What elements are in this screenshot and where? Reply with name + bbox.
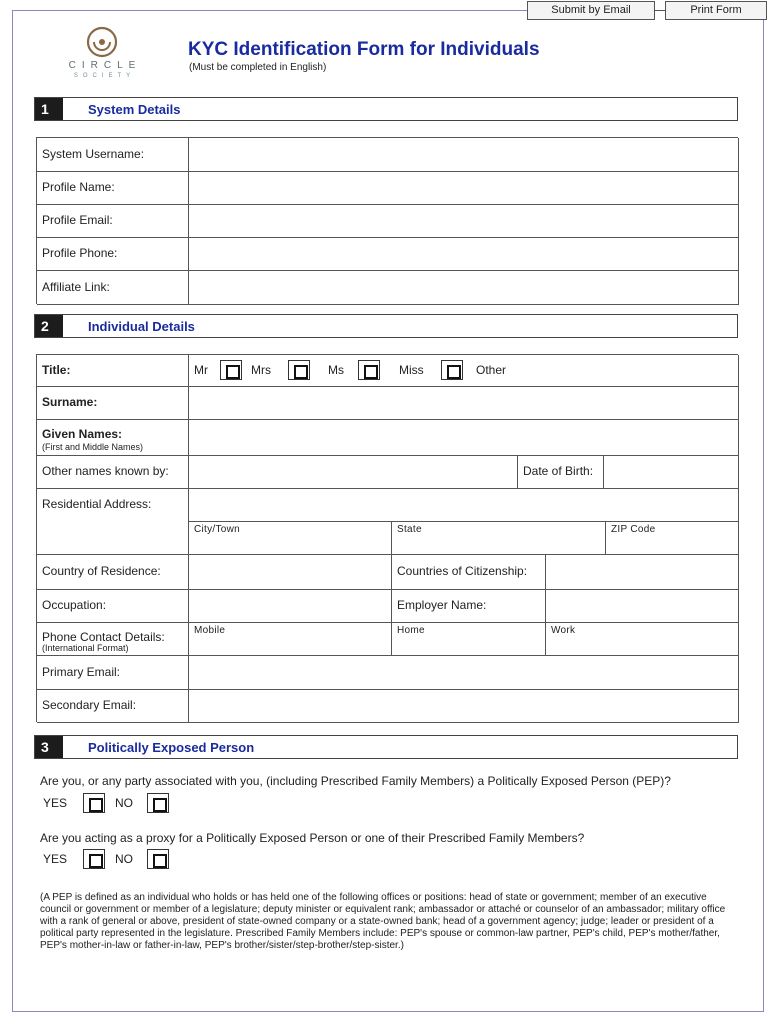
individual-details-table (36, 354, 738, 722)
state-input[interactable] (392, 522, 606, 555)
title-option-mrs: Mrs (251, 363, 271, 377)
pep-no-label: NO (115, 796, 133, 810)
profile-name-label: Profile Name: (42, 180, 115, 194)
profile-email-label: Profile Email: (42, 213, 113, 227)
occupation-input[interactable] (189, 590, 392, 623)
given-names-label: Given Names: (42, 427, 123, 441)
other-names-label: Other names known by: (42, 464, 169, 478)
section-1-header (34, 97, 738, 121)
address-label: Residential Address: (42, 497, 152, 511)
citizenship-input[interactable] (546, 555, 739, 590)
home-label: Home (397, 625, 425, 636)
employer-input[interactable] (546, 590, 739, 623)
phone-label: Phone Contact Details: (42, 630, 165, 644)
section-number: 2 (35, 315, 63, 337)
occupation-label: Occupation: (42, 598, 107, 612)
proxy-yes-checkbox[interactable] (83, 849, 105, 869)
city-input[interactable] (189, 522, 392, 555)
secondary-email-label: Secondary Email: (42, 698, 137, 712)
address-input[interactable] (189, 489, 739, 522)
section-2-header (34, 314, 738, 338)
section-title: Politically Exposed Person (88, 740, 255, 755)
title-option-other: Other (476, 363, 507, 377)
home-phone-input[interactable] (392, 623, 546, 656)
affiliate-link-input[interactable] (189, 271, 739, 305)
submit-by-email-button[interactable]: Submit by Email (527, 1, 655, 20)
affiliate-link-label: Affiliate Link: (42, 280, 110, 294)
proxy-question: Are you acting as a proxy for a Politically Exposed Person or one of their Prescribed Family Members? (40, 831, 585, 845)
phone-hint: (International Format) (42, 643, 129, 653)
print-form-button[interactable]: Print Form (665, 1, 767, 20)
section-title: System Details (88, 102, 181, 117)
title-label: Title: (42, 363, 71, 377)
pep-definition-note: (A PEP is defined as an individual who holds or has held one of the following offices or positions: head of state or government; member of an executive council or government or member of a legislature; deputy minister or equivalent rank; ambassador or attaché or counselor of an ambassador; military office with a rank of general or above, president of state-owned company or a state-owned bank; head of a government agency; judge; leader or president of a political party represented in the legislature. Prescribed Family Members include: PEP's spouse or common-law partner, PEP's child, PEP's mother/father, PEP's mother-in-law or father-in-law, PEP's brother/sister/step-brother/step-sister.) (40, 892, 726, 951)
citizenship-label: Countries of Citizenship: (397, 564, 528, 578)
mr-checkbox[interactable] (220, 360, 242, 380)
pep-question: Are you, or any party associated with you, (including Prescribed Family Members) a Politically Exposed Person (PEP)? (40, 774, 671, 788)
given-names-hint: (First and Middle Names) (42, 442, 144, 452)
section-3-header (34, 735, 738, 759)
page-subtitle: (Must be completed in English) (189, 62, 327, 73)
logo-swirl-icon (85, 26, 119, 58)
country-label: Country of Residence: (42, 564, 161, 578)
work-phone-input[interactable] (546, 623, 739, 656)
dob-input[interactable] (604, 456, 739, 489)
title-option-ms: Ms (328, 363, 344, 377)
system-username-input[interactable] (189, 138, 739, 172)
title-option-mr: Mr (194, 363, 208, 377)
proxy-no-checkbox[interactable] (147, 849, 169, 869)
mobile-input[interactable] (189, 623, 392, 656)
logo-name: CIRCLE (68, 60, 142, 71)
section-title: Individual Details (88, 319, 195, 334)
button-connector (655, 10, 665, 11)
profile-phone-input[interactable] (189, 238, 739, 271)
pep-yes-checkbox[interactable] (83, 793, 105, 813)
page-title: KYC Identification Form for Individuals (188, 39, 540, 60)
mobile-label: Mobile (194, 625, 226, 636)
system-username-label: System Username: (42, 147, 145, 161)
profile-phone-label: Profile Phone: (42, 246, 118, 260)
circle-society-logo (62, 26, 142, 79)
pep-no-checkbox[interactable] (147, 793, 169, 813)
logo-sub: SOCIETY (73, 73, 136, 79)
surname-input[interactable] (189, 387, 739, 420)
other-names-input[interactable] (189, 456, 518, 489)
miss-checkbox[interactable] (441, 360, 463, 380)
ms-checkbox[interactable] (358, 360, 380, 380)
pep-yes-label: YES (43, 796, 68, 810)
profile-name-input[interactable] (189, 172, 739, 205)
given-names-input[interactable] (189, 420, 739, 456)
country-input[interactable] (189, 555, 392, 590)
section-number: 3 (35, 736, 63, 758)
primary-email-label: Primary Email: (42, 665, 121, 679)
title-option-miss: Miss (399, 363, 424, 377)
city-label: City/Town (194, 524, 241, 535)
secondary-email-input[interactable] (189, 690, 739, 723)
surname-label: Surname: (42, 395, 98, 409)
state-label: State (397, 524, 422, 535)
dob-label: Date of Birth: (523, 464, 594, 478)
proxy-yes-label: YES (43, 852, 68, 866)
work-label: Work (551, 625, 576, 636)
mrs-checkbox[interactable] (288, 360, 310, 380)
system-details-table (36, 137, 738, 304)
primary-email-input[interactable] (189, 656, 739, 690)
employer-label: Employer Name: (397, 598, 487, 612)
proxy-no-label: NO (115, 852, 133, 866)
profile-email-input[interactable] (189, 205, 739, 238)
section-number: 1 (35, 98, 63, 120)
zip-input[interactable] (606, 522, 739, 555)
title-options (189, 355, 739, 387)
zip-label: ZIP Code (611, 524, 656, 535)
